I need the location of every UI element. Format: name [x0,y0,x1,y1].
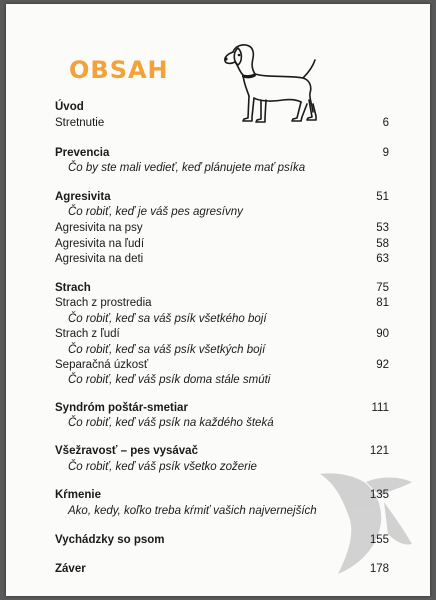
toc-entry-page-number: 75 [376,282,389,294]
toc-entry-label: Agresivita na ľudí [55,238,145,250]
toc-entry-page-number: 178 [369,563,389,575]
toc-entry [6,328,430,344]
toc-entry [6,222,430,238]
toc-entry-label: Strach z ľudí [55,328,120,340]
toc-entry-label: Prevencia [55,147,110,159]
toc-entry [6,344,430,360]
toc-entry-label: Vychádzky so psom [55,534,165,546]
toc-entry-page-number: 135 [369,489,389,501]
toc-entry [6,206,430,222]
toc-entry-label: Strach [55,282,91,294]
toc-entry [6,313,430,329]
toc-entry-label: Čo by ste mali vedieť, keď plánujete mať psíka [68,162,306,174]
toc-entry [6,297,430,313]
page-title: OBSAH [69,56,169,84]
toc-entry-label: Čo robiť, keď je váš pes agresívny [68,206,243,218]
toc-entry-label: Čo robiť, keď váš psík doma stále smúti [68,374,271,386]
toc-entry-label: Stretnutie [55,117,105,129]
toc-entry-page-number: 92 [376,359,389,371]
toc-entry [6,402,430,418]
toc-entry-label: Čo robiť, keď sa váš psík všetkého bojí [68,313,267,325]
toc-entry [6,489,430,505]
toc-entry-label: Syndróm poštár-smetiar [55,402,188,414]
toc-entry [6,253,430,269]
toc-entry [6,505,430,521]
toc-entry-page-number: 81 [376,297,389,309]
toc-entry-label: Čo robiť, keď sa váš psík všetkých bojí [68,344,266,356]
toc-entry [6,534,430,550]
toc-entry-page-number: 121 [369,445,389,457]
toc-entry-label: Záver [55,563,86,575]
toc-entry-label: Všežravosť – pes vysávač [55,445,198,457]
toc-entry-label: Agresivita na deti [55,253,144,265]
toc-entry-label: Ako, kedy, koľko treba kŕmiť vašich najvernejších [68,505,317,517]
toc-entry-page-number: 58 [376,238,389,250]
toc-entry-label: Agresivita na psy [55,222,143,234]
toc-entry-page-number: 53 [376,222,389,234]
toc-entry [6,147,430,163]
toc-entry [6,461,430,477]
toc-entry-label: Úvod [55,101,84,113]
toc-entry [6,359,430,375]
toc-entry-label: Separačná úzkosť [55,359,149,371]
toc-entry [6,191,430,207]
toc-entry [6,162,430,178]
toc-entry-page-number: 111 [371,402,389,414]
toc-entry [6,238,430,254]
toc-entry-page-number: 63 [376,253,389,265]
toc-entry-page-number: 9 [382,147,389,159]
toc-entry [6,374,430,390]
toc-entry-page-number: 90 [376,328,389,340]
toc-entry-label: Čo robiť, keď váš psík všetko zožerie [68,461,257,473]
toc-entry-label: Kŕmenie [55,489,102,501]
toc-entry-page-number: 51 [376,191,389,203]
toc-entry-label: Strach z prostredia [55,297,152,309]
toc-entry [6,417,430,433]
toc-entry [6,101,430,117]
table-of-contents [6,4,430,596]
toc-entry-label: Agresivita [55,191,111,203]
toc-entry [6,445,430,461]
toc-entry-page-number: 155 [369,534,389,546]
book-page [6,4,430,596]
toc-entry [6,563,430,579]
toc-entry [6,282,430,298]
toc-entry-page-number: 6 [382,117,389,129]
toc-entry-label: Čo robiť, keď váš psík na každého šteká [68,417,274,429]
toc-entry [6,117,430,133]
